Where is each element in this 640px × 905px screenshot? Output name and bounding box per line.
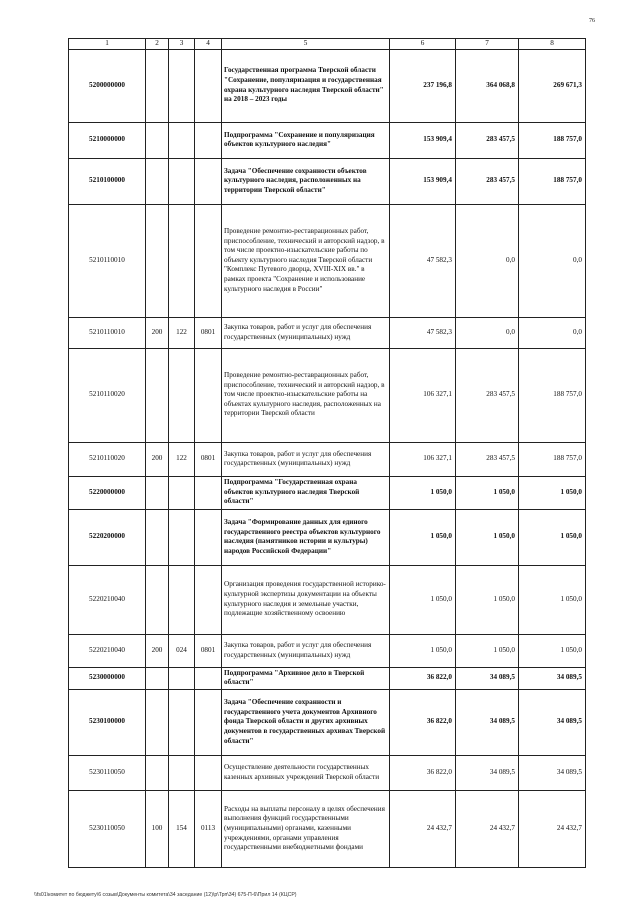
name-cell: Задача "Обеспечение сохранности объектов культурного наследия, расположенных на территории Тверской области" <box>222 158 390 204</box>
code-cell: 5210110020 <box>69 348 146 442</box>
name-cell: Подпрограмма "Архивное дело в Тверской области" <box>222 667 390 689</box>
amount-2018-cell: 47 582,3 <box>390 204 456 317</box>
section-cell <box>195 158 222 204</box>
amount-2018-cell: 1 050,0 <box>390 565 456 634</box>
expense-type-cell <box>146 476 169 509</box>
amount-2019-cell: 283 457,5 <box>456 158 519 204</box>
amount-2019-cell: 24 432,7 <box>456 790 519 867</box>
section-cell <box>195 348 222 442</box>
budget-table <box>68 38 586 868</box>
expense-type-cell <box>146 509 169 565</box>
section-cell <box>195 509 222 565</box>
table-row <box>69 442 586 476</box>
amount-2018-cell: 1 050,0 <box>390 476 456 509</box>
amount-2018-cell: 1 050,0 <box>390 509 456 565</box>
expense-type-cell <box>146 565 169 634</box>
name-cell: Осуществление деятельности государственных казенных архивных учреждений Тверской области <box>222 755 390 790</box>
table-row <box>69 509 586 565</box>
table-row <box>69 122 586 158</box>
table-header-row <box>69 39 586 50</box>
amount-2019-cell: 1 050,0 <box>456 509 519 565</box>
table-row <box>69 634 586 667</box>
code-cell: 5210110020 <box>69 442 146 476</box>
header-cell: 2 <box>146 39 169 50</box>
amount-2020-cell: 188 757,0 <box>519 158 586 204</box>
amount-2019-cell: 0,0 <box>456 317 519 348</box>
code-cell: 5230110050 <box>69 790 146 867</box>
section-cell <box>195 122 222 158</box>
code-cell: 5220000000 <box>69 476 146 509</box>
name-cell: Закупка товаров, работ и услуг для обеспечения государственных (муниципальных) нужд <box>222 442 390 476</box>
code-cell: 5230000000 <box>69 667 146 689</box>
amount-2020-cell: 34 089,5 <box>519 755 586 790</box>
admin-code-cell <box>169 49 195 122</box>
section-cell <box>195 689 222 755</box>
admin-code-cell <box>169 565 195 634</box>
amount-2020-cell: 1 050,0 <box>519 634 586 667</box>
expense-type-cell: 200 <box>146 317 169 348</box>
name-cell: Организация проведения государственной историко-культурной экспертизы документации на объекты культурного наследия и земельные участки, подлежащие хозяйственному освоению <box>222 565 390 634</box>
header-cell: 5 <box>222 39 390 50</box>
amount-2018-cell: 106 327,1 <box>390 348 456 442</box>
section-cell: 0801 <box>195 442 222 476</box>
name-cell: Подпрограмма "Сохранение и популяризация объектов культурного наследия" <box>222 122 390 158</box>
admin-code-cell <box>169 122 195 158</box>
expense-type-cell <box>146 204 169 317</box>
admin-code-cell: 122 <box>169 442 195 476</box>
section-cell <box>195 565 222 634</box>
header-cell: 8 <box>519 39 586 50</box>
admin-code-cell: 024 <box>169 634 195 667</box>
expense-type-cell: 200 <box>146 442 169 476</box>
expense-type-cell <box>146 348 169 442</box>
amount-2019-cell: 283 457,5 <box>456 348 519 442</box>
amount-2018-cell: 153 909,4 <box>390 158 456 204</box>
expense-type-cell <box>146 49 169 122</box>
amount-2019-cell: 34 089,5 <box>456 667 519 689</box>
amount-2020-cell: 34 089,5 <box>519 667 586 689</box>
admin-code-cell <box>169 509 195 565</box>
admin-code-cell: 154 <box>169 790 195 867</box>
amount-2019-cell: 1 050,0 <box>456 476 519 509</box>
name-cell: Закупка товаров, работ и услуг для обеспечения государственных (муниципальных) нужд <box>222 317 390 348</box>
section-cell: 0113 <box>195 790 222 867</box>
code-cell: 5230100000 <box>69 689 146 755</box>
expense-type-cell <box>146 689 169 755</box>
table-row <box>69 348 586 442</box>
amount-2020-cell: 188 757,0 <box>519 348 586 442</box>
amount-2020-cell: 34 089,5 <box>519 689 586 755</box>
code-cell: 5200000000 <box>69 49 146 122</box>
expense-type-cell <box>146 122 169 158</box>
table-row <box>69 667 586 689</box>
amount-2020-cell: 1 050,0 <box>519 476 586 509</box>
table-row <box>69 204 586 317</box>
admin-code-cell <box>169 755 195 790</box>
table-row <box>69 689 586 755</box>
code-cell: 5230110050 <box>69 755 146 790</box>
amount-2018-cell: 153 909,4 <box>390 122 456 158</box>
code-cell: 5210100000 <box>69 158 146 204</box>
code-cell: 5220210040 <box>69 565 146 634</box>
section-cell: 0801 <box>195 317 222 348</box>
section-cell <box>195 204 222 317</box>
amount-2019-cell: 283 457,5 <box>456 122 519 158</box>
admin-code-cell <box>169 689 195 755</box>
table-row <box>69 158 586 204</box>
table-row <box>69 49 586 122</box>
code-cell: 5210110010 <box>69 317 146 348</box>
amount-2018-cell: 47 582,3 <box>390 317 456 348</box>
footer-file-path: \\fs01\комитет по бюджету\6 созыв\Документы комитета\34 заседание (12)\р\Трп\34) 675-П-6\Прил 14 (КЦСР) <box>34 892 297 898</box>
amount-2020-cell: 24 432,7 <box>519 790 586 867</box>
amount-2020-cell: 188 757,0 <box>519 442 586 476</box>
amount-2018-cell: 36 822,0 <box>390 755 456 790</box>
amount-2020-cell: 1 050,0 <box>519 509 586 565</box>
amount-2019-cell: 34 089,5 <box>456 689 519 755</box>
name-cell: Задача "Формирование данных для единого государственного реестра объектов культурного наследия (памятников истории и культуры) народов Российской Федерации" <box>222 509 390 565</box>
amount-2019-cell: 283 457,5 <box>456 442 519 476</box>
admin-code-cell <box>169 476 195 509</box>
name-cell: Проведение ремонтно-реставрационных работ, приспособление, технический и авторский надзор, в том числе проектно-изыскательские работы по объекту культурного наследия Тверской области "Комплекс Путевого дворца, XVIII-XIX вв." в рамках проекта "Сохранение и использование культурного наследия в России" <box>222 204 390 317</box>
table-row <box>69 317 586 348</box>
expense-type-cell: 200 <box>146 634 169 667</box>
name-cell: Закупка товаров, работ и услуг для обеспечения государственных (муниципальных) нужд <box>222 634 390 667</box>
amount-2018-cell: 237 196,8 <box>390 49 456 122</box>
admin-code-cell <box>169 667 195 689</box>
admin-code-cell <box>169 348 195 442</box>
name-cell: Задача "Обеспечение сохранности и государственного учета документов Архивного фонда Тверской области и других архивных документов в государственных архивах Тверской области" <box>222 689 390 755</box>
amount-2018-cell: 24 432,7 <box>390 790 456 867</box>
admin-code-cell <box>169 158 195 204</box>
name-cell: Проведение ремонтно-реставрационных работ, приспособление, технический и авторский надзор, в том числе проектно-изыскательские работы на объектах культурного наследия, расположенных на территории Тверской области <box>222 348 390 442</box>
section-cell <box>195 476 222 509</box>
amount-2019-cell: 0,0 <box>456 204 519 317</box>
header-cell: 1 <box>69 39 146 50</box>
amount-2018-cell: 36 822,0 <box>390 667 456 689</box>
expense-type-cell <box>146 755 169 790</box>
amount-2020-cell: 269 671,3 <box>519 49 586 122</box>
table-row <box>69 476 586 509</box>
amount-2019-cell: 34 089,5 <box>456 755 519 790</box>
expense-type-cell <box>146 158 169 204</box>
amount-2018-cell: 1 050,0 <box>390 634 456 667</box>
header-cell: 7 <box>456 39 519 50</box>
expense-type-cell <box>146 667 169 689</box>
table-row <box>69 790 586 867</box>
code-cell: 5220210040 <box>69 634 146 667</box>
header-cell: 3 <box>169 39 195 50</box>
amount-2020-cell: 0,0 <box>519 317 586 348</box>
header-cell: 6 <box>390 39 456 50</box>
admin-code-cell: 122 <box>169 317 195 348</box>
name-cell: Государственная программа Тверской области "Сохранение, популяризация и государственная охрана культурного наследия Тверской области" на 2018 – 2023 годы <box>222 49 390 122</box>
code-cell: 5210110010 <box>69 204 146 317</box>
amount-2019-cell: 1 050,0 <box>456 565 519 634</box>
amount-2018-cell: 106 327,1 <box>390 442 456 476</box>
name-cell: Подпрограмма "Государственная охрана объектов культурного наследия Тверской области" <box>222 476 390 509</box>
expense-type-cell: 100 <box>146 790 169 867</box>
table-row <box>69 565 586 634</box>
amount-2020-cell: 1 050,0 <box>519 565 586 634</box>
section-cell <box>195 755 222 790</box>
section-cell <box>195 667 222 689</box>
section-cell <box>195 49 222 122</box>
section-cell: 0801 <box>195 634 222 667</box>
admin-code-cell <box>169 204 195 317</box>
amount-2018-cell: 36 822,0 <box>390 689 456 755</box>
table-row <box>69 755 586 790</box>
code-cell: 5220200000 <box>69 509 146 565</box>
amount-2019-cell: 1 050,0 <box>456 634 519 667</box>
amount-2020-cell: 0,0 <box>519 204 586 317</box>
header-cell: 4 <box>195 39 222 50</box>
amount-2019-cell: 364 068,8 <box>456 49 519 122</box>
page-number: 76 <box>589 18 595 24</box>
code-cell: 5210000000 <box>69 122 146 158</box>
name-cell: Расходы на выплаты персоналу в целях обеспечения выполнения функций государственными (муниципальными) органами, казенными учреждениями, органами управления государственными внебюджетными фондами <box>222 790 390 867</box>
amount-2020-cell: 188 757,0 <box>519 122 586 158</box>
